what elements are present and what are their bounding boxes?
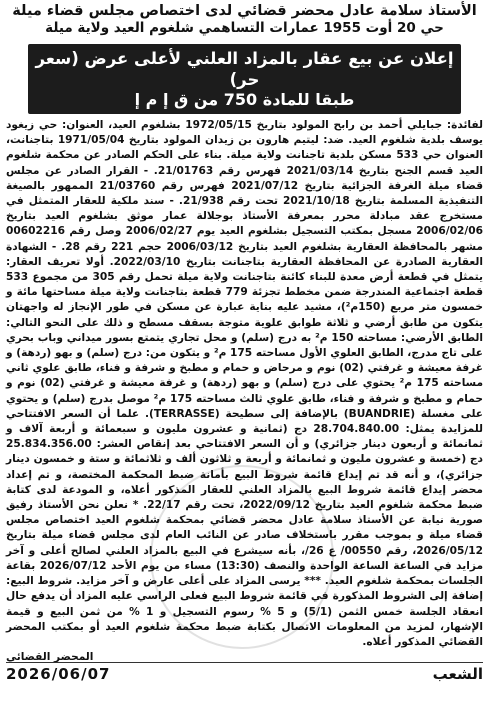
notice-title: إعلان عن بيع عقار بالمزاد العلني لأعلى عرض (سعر حر) [35, 49, 454, 89]
bailiff-signature: المحضر القضائي [6, 651, 94, 663]
newspaper-name: الشعب [432, 665, 483, 683]
notice-body [6, 118, 483, 650]
publication-line [6, 662, 483, 685]
notice-banner [28, 44, 461, 114]
notice-paragraph: لفائدة: جبايلي أحمد بن رابح المولود بتاريخ 1972/05/15 بشلغوم العيد، العنوان: حي زيغود يوسف بلدية شلغوم العيد. ضد: ليتيم هارون بن زيدان المولود بتاريخ 1971/05/04 بتاجنانت، العنوان حي 533 مسكن بلدية تاجنانت ولاية ميلة. بناء على الحكم الصادر عن محكمة شلغوم العيد قسم الجنح بتاريخ 2021/03/14 فهرس رقم 21/01763. - القرار الصادر عن مجلس قضاء ميلة الغرفة الجزائية بتاريخ 2021/07/12 فهرس رقم 21/03760 الممهور بالصيغة التنفيذية المسلمة بتاريخ 2021/10/18 تحت رقم 21/938. - سند ملكية للعقار المتمثل في مستخرج عقد مبادلة محرر بمعرفة الأستاذ بوجلالة عمار موثق بشلغوم العيد بتاريخ 2006/02/06 مسجل بمكتب التسجيل بشلغوم العيد يوم 2006/02/27 وصل رقم 00602216 مشهر بالمحافظة العقارية بشلغوم العيد بتاريخ 2006/03/12 حجم 221 رقم 28. - الشهادة العقارية الصادرة عن المحافظة العقارية بتاجنانت بتاريخ 2022/03/10. أولا تعريف العقار: يتمثل في قطعة أرض معدة للبناء كائنة بتاجنانت ولاية ميلة تحمل رقم 305 من مجموع 533 قطعة اجتماعية المندرجة ضمن مخطط تجزئة 779 قطعة بتاجنانت ولاية ميلة مساحتها مائة و خمسون متر مربع (150م²)، مشيد عليه بناية عبارة عن مسكن في طور الإنجاز له واجهتان يتكون من طابق أرضي و ثلاثة طوابق علوية متوجة بسقف مسطح و ذلك على النحو التالي: الطابق الأرضي: مساحته 150 م² به درج (سلم) و محل تجاري يتمتع بسور ميداني وباب بحري على تاج مدرج، الطابق العلوي الأول مساحته 175 م² و يتكون من: درج (سلم) و بهو (ردهة) و غرفة معيشة و غرفتي (02) نوم و مرحاض و حمام و مطبخ و شرفة و فناء، طابق علوي ثاني مساحته 175 م² يحتوي على درج (سلم) و بهو (ردهة) و غرفة معيشة و غرفتي (02) نوم و حمام و مطبخ و شرفة و فناء، طابق علوي ثالث مساحته 175 م² موصل بدرج (سلم) و يحتوي على مغسلة (BUANDRIE) بالإضافة إلى سطيحة (TERRASSE). علما أن السعر الافتتاحي للمزايدة يمثل: 28.704.840.00 دج (ثمانية و عشرون مليون و سبعمائة و أربعة آلاف و ثمانمائة و أربعون دينار جزائري) و أن السعر الافتتاحي بعد إنقاص العشر: 25.834.356.00 دج (خمسة و عشرون مليون و ثمانمائة و أربعة و ثلاثون ألف و ثلاثمائة و ستة و خمسون دينار جزائري)، و أنه قد تم إيداع قائمة شروط البيع بأمانة ضبط المحكمة المختصة، و تم إعداد محضر إيداع قائمة شروط البيع بالمزاد العلني للعقار المذكور أعلاه، و المودعة لدى كتابة ضبط محكمة شلغوم العيد بتاريخ 2022/09/12، تحت رقم 22/17. * نعلن نحن الأستاذ رفيق صورية نيابة عن الأستاذ سلامة عادل محضر قضائي بمحكمة شلغوم العيد اختصاص مجلس قضاء ميلة و بموجب مقرر باستخلاف صادر عن النائب العام لدى مجلس قضاء ميلة بتاريخ 2026/05/12، رقم 00550/ ع 26/، بأنه سيشرع في البيع بالمزاد العلني لصالح أعلى و آخر مزايد في الساعة الساعة الواحدة والنصف (13:30) مساء من يوم الأحد 2026/07/12 بقاعة الجلسات بمحكمة شلغوم العيد. *** يرسى المزاد على أعلى عارض و آخر مزايد. شروط البيع: إضافة إلى الشروط المذكورة في قائمة شروط البيع فعلى الراسي عليه المزاد أن يدفع حال انعقاد الجلسة خمس الثمن (5/1) و 5 % رسوم التسجيل و 1 % من ثمن البيع و قيمة الإشهار، لمزيد من المعلومات الاتصال بكتابة ضبط محكمة شلغوم العيد أو بمكتب المحضر القضائي المذكور أعلاه. [6, 119, 484, 648]
notice-footer [6, 651, 483, 691]
bailiff-header: الأستاذ سلامة عادل محضر قضائي لدى اختصاص مجلس قضاء ميلة [12, 3, 477, 19]
publication-date: 2026/06/07 [6, 665, 111, 683]
notice-subtitle: طبقا للمادة 750 من ق إ م إ [134, 90, 355, 109]
bailiff-address: حي 20 أوت 1955 عمارات التساهمي شلغوم العيد ولاية ميلة [45, 20, 444, 36]
